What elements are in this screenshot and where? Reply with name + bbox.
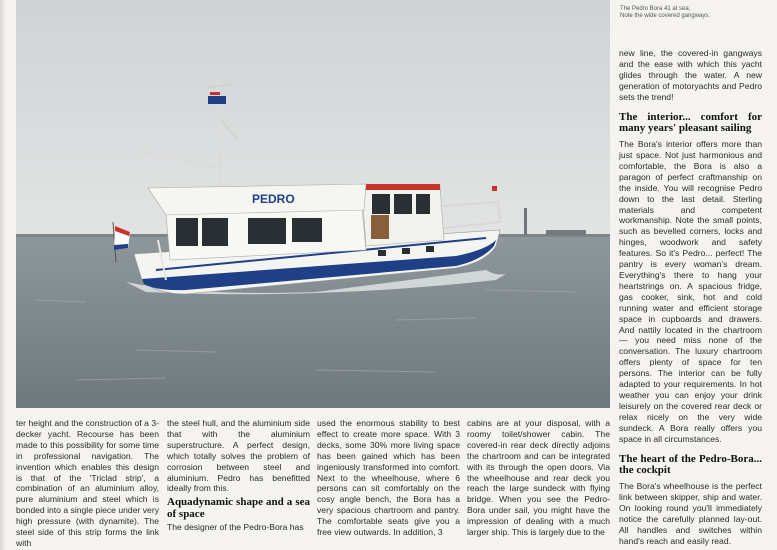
roof-red: [364, 184, 440, 190]
paragraph: ter height and the construction of a 3-decker yacht. Recourse has been made to this possibility for some time in professional navigation. The invention which enables this design is that of the 'Triclad strip', a combination of an aluminium alloy, pure aluminium and steel which is bonded into a single piece under very high pressure (with dynamite). The steel side of this strip forms the link with: [16, 418, 159, 548]
paragraph: The Bora's wheelhouse is the perfect link between skipper, ship and water. On looking round you'll immediately notice the carefully planned lay-out. All handles and switches within hand's reach and easily read.: [619, 481, 762, 546]
paragraph: used the enormous stability to best effect to create more space. With 3 decks, some 30% more living space has been gained which has been ingeniously transformed into comfort. Next to the wheelhouse, where 6 persons can sit comfortably on the cosy angle bench, the Bora has a very spacious chartroom and pantry. The comfortable seats give you a free view outwards. In addition, 3: [317, 418, 460, 538]
section-heading-cockpit: The heart of the Pedro-Bora... the cockpit: [619, 452, 762, 477]
text-column-2: [167, 418, 310, 533]
section-heading-interior: The interior... comfort for many years' pleasant sailing: [619, 110, 762, 135]
mast: [218, 80, 220, 186]
svg-text:PEDRO: PEDRO: [252, 192, 295, 206]
text-column-3: [317, 418, 460, 538]
text-column-1: [16, 418, 159, 549]
text-column-4: [467, 418, 610, 538]
page-fold-shadow: [0, 0, 6, 550]
paragraph: new line, the covered-in gangways and the ease with which this yacht glides through the water. A new generation of motoryachts and Pedro sets the trend!: [619, 48, 762, 102]
caption-line-1: The Pedro Bora 41 at sea.: [620, 6, 691, 12]
paragraph: cabins are at your disposal, with a roomy toilet/shower cabin. The covered-in rear deck directly adjoins the chartroom and can be integrated with its through the open doors. Via the wheelhouse and rear deck you reach the large sundeck with flying bridge. When you see the Pedro-Bora under sail, you might have the impression of dealing with a much larger ship. This is largely due to the: [467, 418, 610, 538]
caption-line-2: Note the wide covered gangways.: [620, 13, 711, 19]
yacht-photo: [16, 0, 610, 408]
paragraph: The designer of the Pedro-Bora has: [167, 522, 304, 533]
text-column-5: [619, 48, 762, 547]
paragraph: The Bora's interior offers more than just space. Not just harmonious and comfortable, the Bora is also a paragon of perfect craftmanship on the inside. You will recognise Pedro down to the last detail. Sterling materials and competent workmanship. Note the small points, such as bevelled corners, locks and hinges, woodwork and safety features. So it's Pedro... perfect! The pantry is every woman's dream. Everything's there to hang your heartstrings on. A spacious fridge, gas cooker, sink, hot and cold running water and efficient storage space in cupboards and drawers. And nattily located in the chartroom — you need miss none of the conversation. The luxury chartroom offers plenty of space for ten persons. The interior can be fully adapted to your requirements. In hot weather you can enjoy your drink leisurely on the covered rear deck or relax nicely on the very wide sundeck. A Bora really offers you space in all circumstances.: [619, 139, 762, 444]
paragraph: the steel hull, and the aluminium side that with the aluminium superstructure. A perfect design, which totally solves the problem of corrosion between steel and aluminium. Pedro has benefitted ideally from this.: [167, 418, 310, 494]
section-heading-aquadynamic: Aquadynamic shape and a sea of space: [167, 496, 310, 520]
photo-caption: [620, 6, 770, 20]
